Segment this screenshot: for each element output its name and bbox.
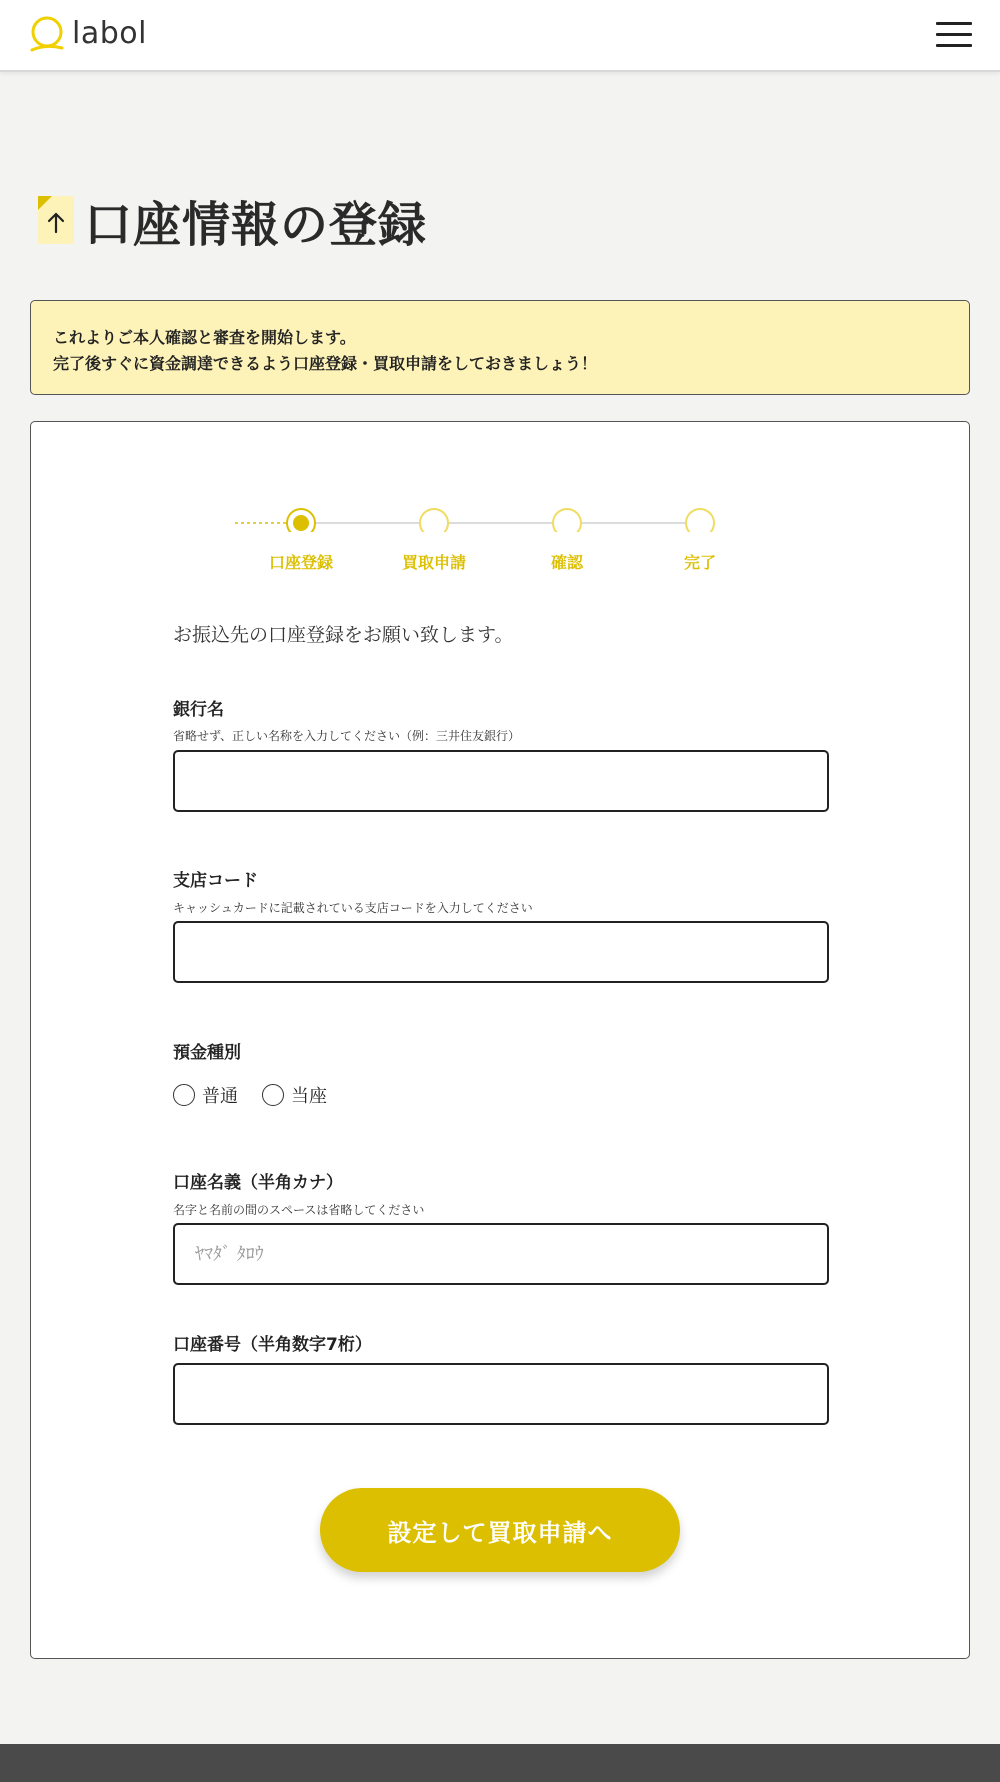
site-header xyxy=(0,0,1000,72)
footer-bar xyxy=(0,1744,1000,1782)
step-circle-3 xyxy=(553,509,581,532)
deposit-type-radio-group xyxy=(173,1082,351,1108)
step-circle-2 xyxy=(420,509,448,532)
account-holder-input[interactable] xyxy=(173,1223,829,1285)
branch-code-help: キャッシュカードに記載されている支店コードを入力してください xyxy=(173,901,533,915)
branch-code-label: 支店コード xyxy=(173,871,258,891)
bank-name-label: 銀行名 xyxy=(173,700,224,720)
upload-arrow-icon xyxy=(36,194,76,248)
account-holder-label: 口座名義（半角カナ） xyxy=(173,1173,343,1193)
hamburger-menu-icon[interactable] xyxy=(936,22,972,48)
deposit-type-ordinary-option[interactable] xyxy=(173,1082,238,1108)
deposit-type-current-option[interactable] xyxy=(262,1082,327,1108)
step-label-4: 完了 xyxy=(683,553,716,572)
bank-name-input[interactable] xyxy=(173,750,829,812)
form-card xyxy=(30,421,970,1659)
logo[interactable] xyxy=(28,14,147,54)
step-circle-1-dot xyxy=(293,515,309,531)
page-title: 口座情報の登録 xyxy=(84,197,428,253)
account-holder-help: 名字と名前の間のスペースは省略してください xyxy=(173,1203,425,1217)
radio-button-ordinary[interactable] xyxy=(173,1084,195,1106)
labol-logo-icon xyxy=(28,14,66,54)
step-circle-4 xyxy=(686,509,714,532)
radio-label-ordinary: 普通 xyxy=(202,1086,238,1107)
notice-line-2: 完了後すぐに資金調達できるよう口座登録・買取申請をしておきましょう！ xyxy=(53,354,598,373)
step-label-1: 口座登録 xyxy=(268,553,333,572)
step-label-2: 買取申請 xyxy=(401,553,466,572)
account-number-label: 口座番号（半角数字7桁） xyxy=(173,1335,372,1355)
stepper-track xyxy=(31,422,971,532)
submit-button[interactable]: 設定して買取申請へ xyxy=(320,1488,680,1572)
notice-line-1: これよりご本人確認と審査を開始します。 xyxy=(53,328,356,347)
form-intro: お振込先の口座登録をお願い致します。 xyxy=(173,624,514,646)
notice-box xyxy=(30,300,970,395)
account-number-input[interactable] xyxy=(173,1363,829,1425)
logo-text: labol xyxy=(72,16,147,51)
step-label-3: 確認 xyxy=(550,553,583,572)
radio-button-current[interactable] xyxy=(262,1084,284,1106)
radio-label-current: 当座 xyxy=(291,1086,327,1107)
bank-name-help: 省略せず、正しい名称を入力してください（例：三井住友銀行） xyxy=(173,729,521,743)
branch-code-input[interactable] xyxy=(173,921,829,983)
page-title-row xyxy=(36,186,427,255)
deposit-type-label: 預金種別 xyxy=(173,1043,241,1063)
